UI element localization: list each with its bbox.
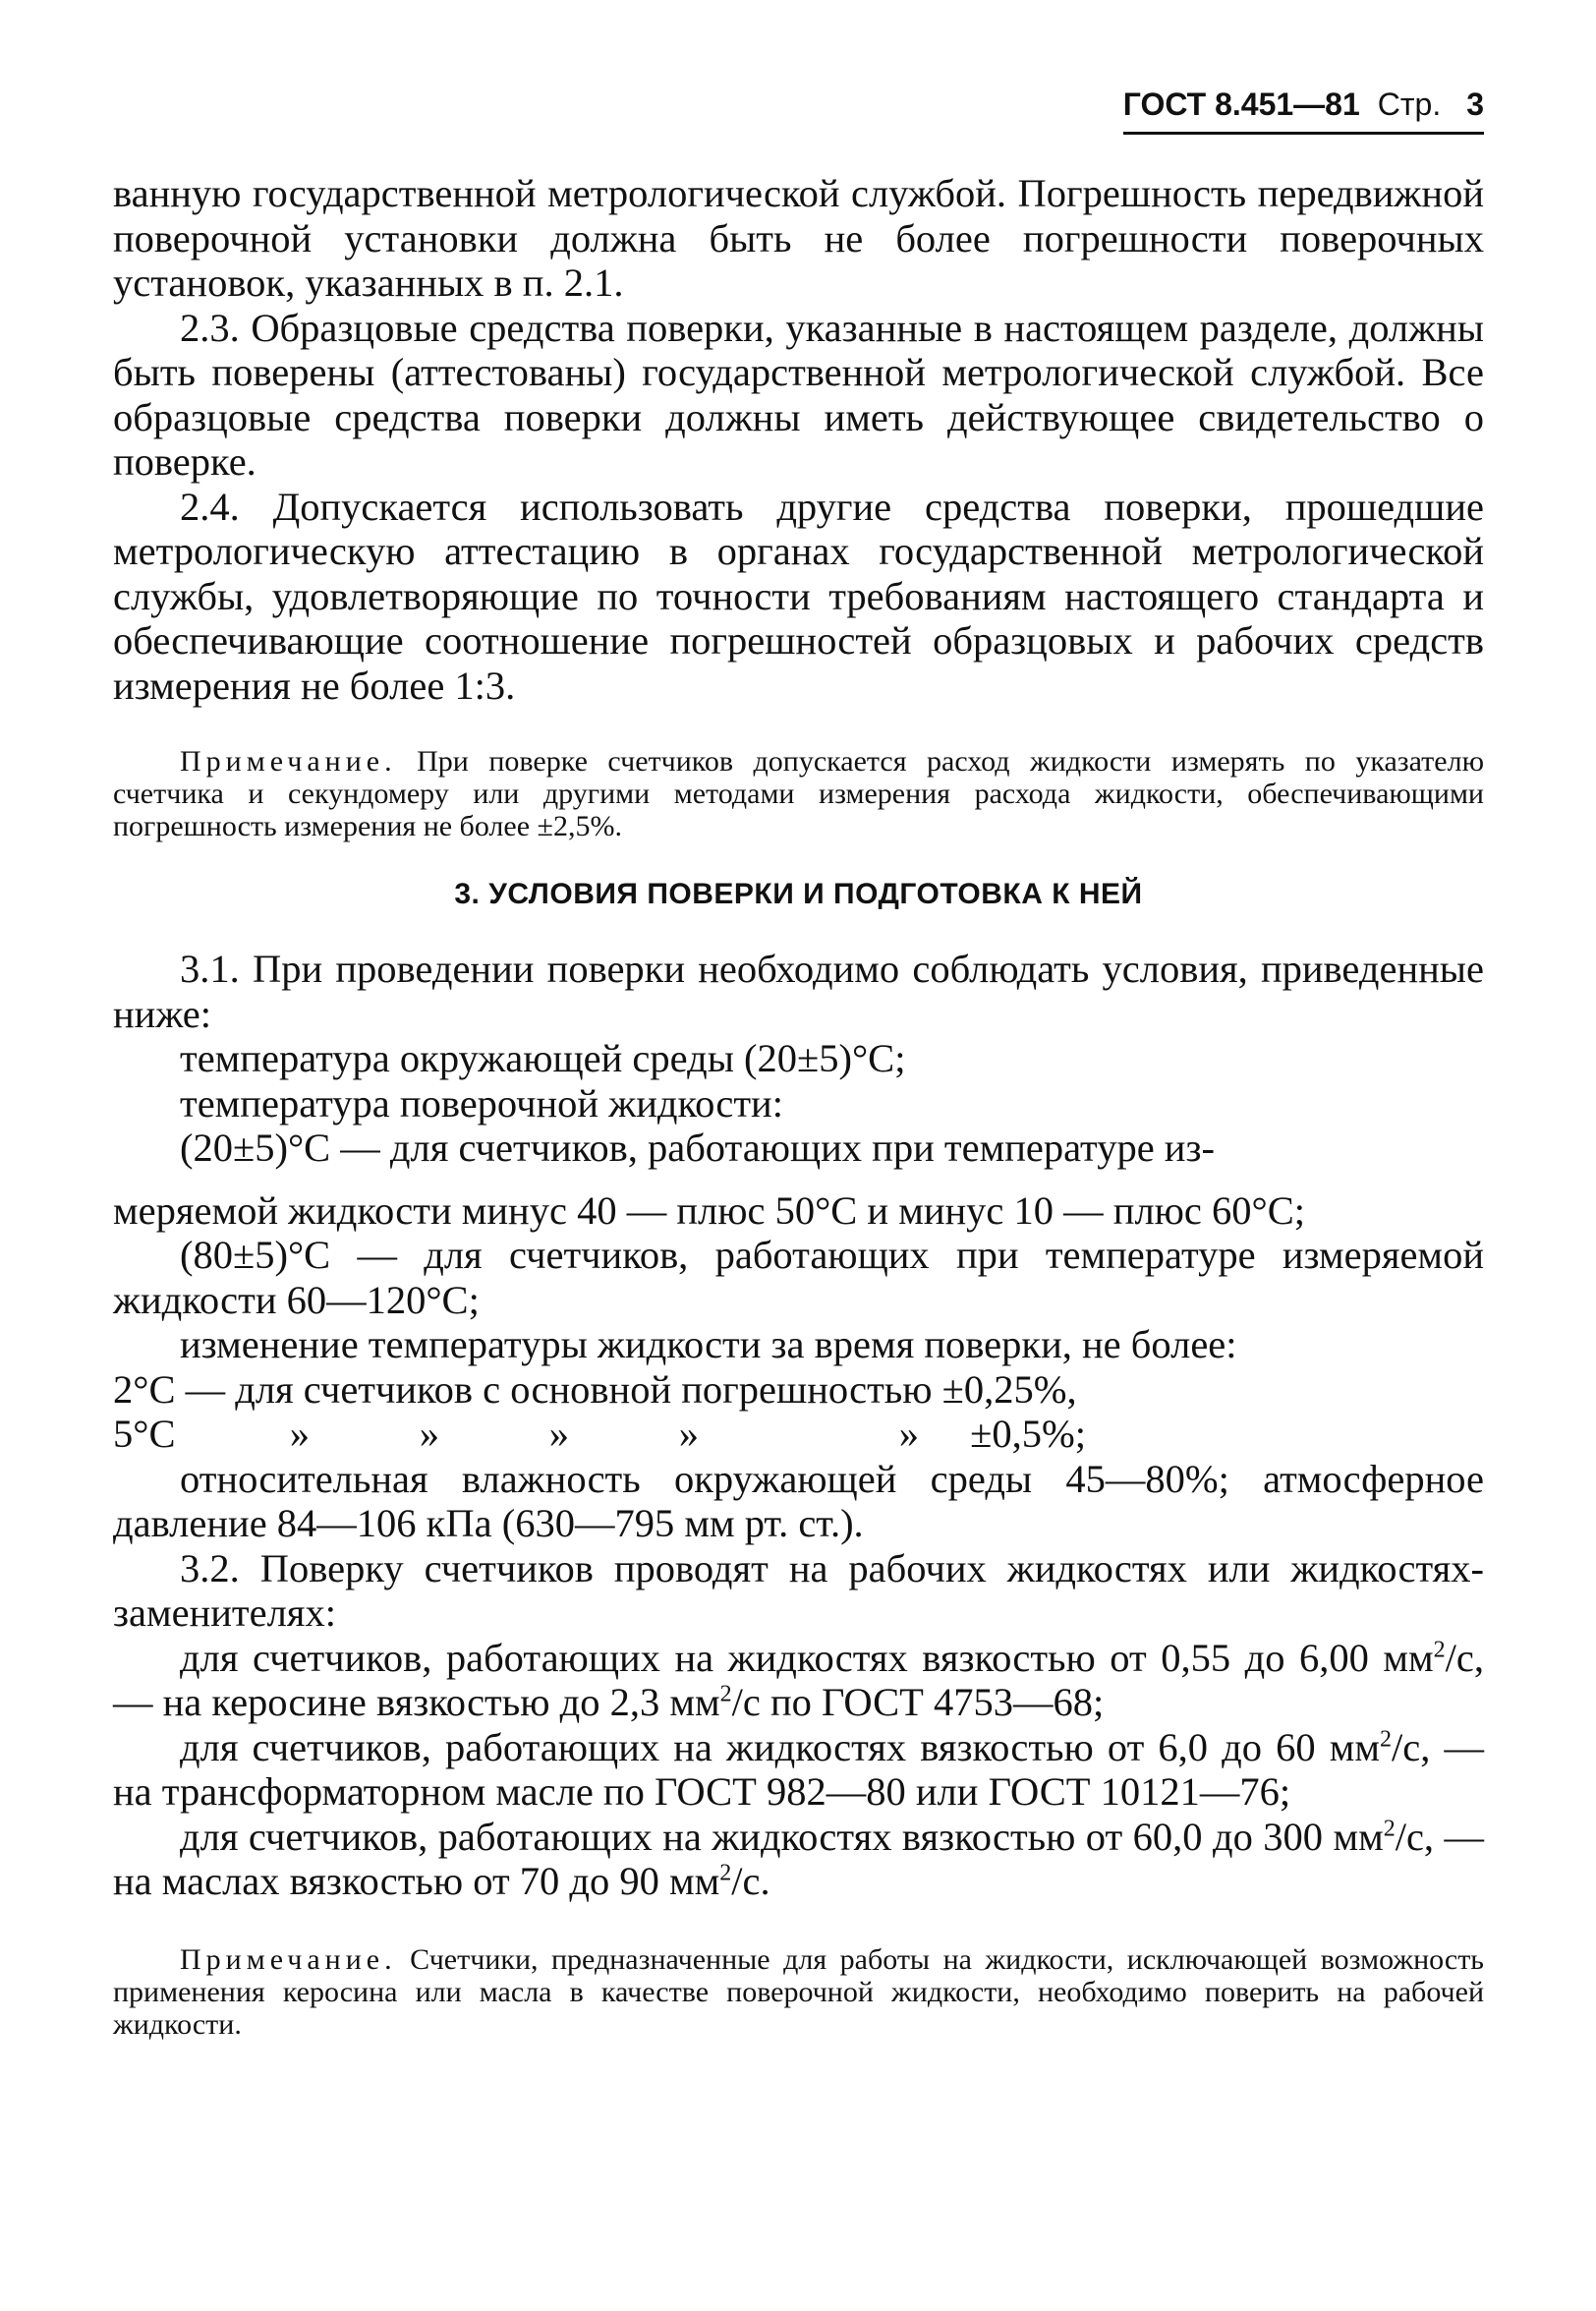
paragraph-3-2: 3.2. Поверку счетчиков проводят на рабочих жидкостях или жидкостях-заменителях:: [113, 1545, 1484, 1635]
temp-change-tolerance: ±0,5%;: [970, 1412, 1086, 1456]
note-1: [113, 745, 1484, 842]
liquid-option-3-c: /с.: [731, 1859, 770, 1903]
range-1-line-a: (20±5)°С — для счетчиков, работающих при температуре из-: [180, 1126, 1215, 1170]
liquid-option-3-a: для счетчиков, работающих на жидкостях вязкостью от 60,0 до 300 мм: [180, 1814, 1384, 1859]
paragraph-2-4: 2.4. Допускается использовать другие средства поверки, прошедшие метрологическую аттестацию в органах государственной метрологической службы, удовлетворяющие по точности требованиям настоящего стандарта и обеспечивающие соотношение погрешностей образцовых и рабочих средств измерения не более 1:3.: [113, 484, 1484, 708]
note-1-text: При поверке счетчиков допускается расход жидкости измерять по указателю счетчика и секундомеру или другими методами измерения расхода жидкости, обеспечивающими погрешность измерения не более ±2,5%.: [113, 745, 1484, 842]
page-label: Стр.: [1377, 87, 1442, 122]
temp-change-row-1: 2°С — для счетчиков с основной погрешностью ±0,25%,: [113, 1366, 1077, 1412]
liquid-option-1-c: /с по ГОСТ 4753—68;: [731, 1680, 1105, 1724]
note-2-label: Примечание.: [180, 1942, 397, 1976]
paragraph-2-3: 2.3. Образцовые средства поверки, указанные в настоящем разделе, должны быть поверены (аттестованы) государственной метрологической службой. Все образцовые средства поверки должны иметь действующее свидетельство о поверке.: [113, 305, 1484, 484]
humidity-pressure: относительная влажность окружающей среды 45—80%; атмосферное давление 84—106 кПа (630—795 мм рт. ст.).: [113, 1456, 1484, 1545]
ditto-mark-5: »: [898, 1412, 919, 1456]
superscript-2: 2: [1433, 1637, 1446, 1662]
temp-change-row-2: [113, 1412, 1484, 1457]
liquid-temperature: температура поверочной жидкости:: [180, 1080, 783, 1126]
range-2: (80±5)°С — для счетчиков, работающих при температуре измеряемой жидкости 60—120°С;: [113, 1233, 1484, 1322]
superscript-2: 2: [1380, 1726, 1393, 1752]
liquid-option-1-b: /с, — на керосине вязкостью до 2,3 мм: [113, 1635, 1484, 1724]
ditto-mark-1: »: [289, 1412, 310, 1456]
page-header: [1123, 83, 1484, 135]
liquid-option-3: [113, 1815, 1484, 1904]
paragraph-3-1: 3.1. При проведении поверки необходимо соблюдать условия, приведенные ниже:: [113, 947, 1484, 1036]
temp-change-value: 5°С: [113, 1412, 176, 1456]
liquid-option-2-b: /с, — на трансформаторном масле по ГОСТ 982—80 или ГОСТ 10121—76;: [113, 1724, 1485, 1814]
ditto-mark-2: »: [419, 1412, 439, 1456]
temperature-change: изменение температуры жидкости за время поверки, не более:: [180, 1322, 1237, 1366]
range-1-line-b: меряемой жидкости минус 40 — плюс 50°С и минус 10 — плюс 60°С;: [113, 1187, 1305, 1233]
liquid-option-3-b: /с, — на маслах вязкостью от 70 до 90 мм: [113, 1814, 1484, 1903]
paragraph-continued: ванную государственной метрологической службой. Погрешность передвижной поверочной установки должна быть не более погрешности поверочных установок, указанных в п. 2.1.: [113, 171, 1484, 305]
section-3-title: 3. УСЛОВИЯ ПОВЕРКИ И ПОДГОТОВКА К НЕЙ: [454, 878, 1143, 910]
liquid-option-1-a: для счетчиков, работающих на жидкостях вязкостью от 0,55 до 6,00 мм: [180, 1635, 1434, 1680]
env-temperature: температура окружающей среды (20±5)°С;: [180, 1036, 906, 1080]
superscript-2: 2: [719, 1860, 732, 1886]
superscript-2: 2: [1383, 1816, 1396, 1841]
liquid-option-2: [113, 1725, 1484, 1815]
standard-number: ГОСТ 8.451—81: [1122, 87, 1360, 122]
liquid-option-2-a: для счетчиков, работающих на жидкостях вязкостью от 6,0 до 60 мм: [180, 1724, 1381, 1769]
liquid-option-1: [113, 1636, 1484, 1725]
ditto-mark-4: »: [678, 1412, 699, 1456]
document-body: [113, 171, 1484, 2041]
note-1-label: Примечание.: [180, 745, 397, 778]
note-2: [113, 1943, 1484, 2041]
note-2-text: Счетчики, предназначенные для работы на жидкости, исключающей возможность применения керосина или масла в качестве поверочной жидкости, необходимо поверить на рабочей жидкости.: [113, 1942, 1484, 2041]
page-number: 3: [1466, 87, 1484, 122]
ditto-mark-3: »: [548, 1412, 569, 1456]
superscript-2: 2: [719, 1681, 732, 1707]
